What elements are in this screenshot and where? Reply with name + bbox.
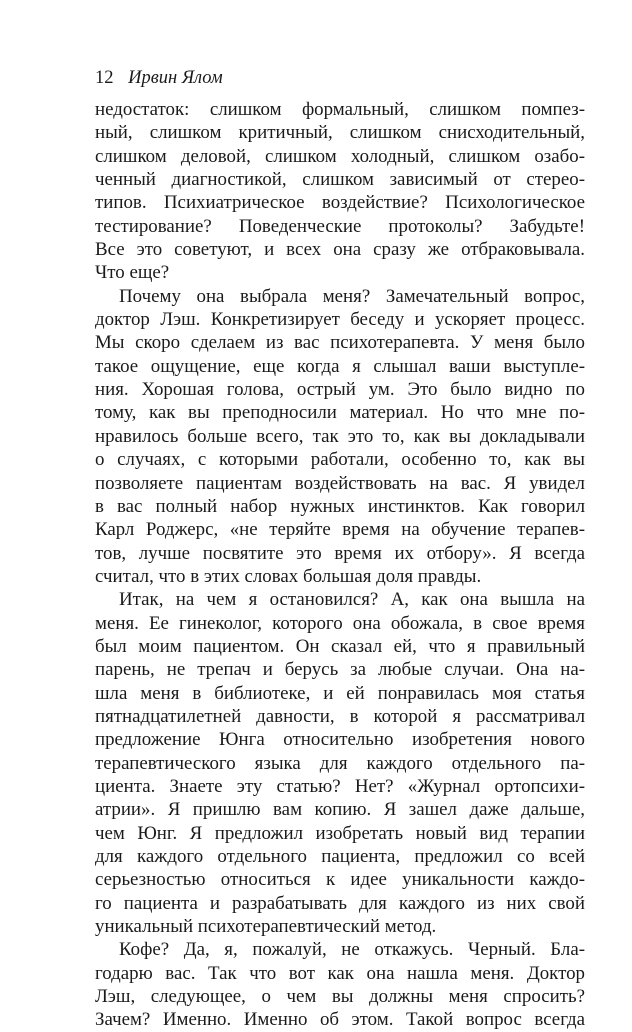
text-line: меня. Ее гинеколог, которого она обожала, в свое время	[95, 612, 585, 634]
text-line: парень, не трепач и берусь за любые случаи. Она на-	[95, 659, 585, 681]
running-head	[95, 66, 223, 90]
text-line: предложение Юнга относительно изобретения нового	[95, 729, 585, 751]
text-line: для каждого отдельного пациента, предложил со всей	[95, 846, 585, 867]
text-line: ния. Хорошая голова, острый ум. Это было видно по	[95, 379, 585, 401]
text-line: Что еще?	[95, 262, 170, 284]
text-line: го пациента и разрабатывать для каждого из них свой	[95, 892, 585, 914]
text-line: Почему она выбрала меня? Замечательный вопрос,	[119, 285, 585, 307]
text-line: пятнадцатилетней давности, в которой я рассматривал	[95, 705, 585, 727]
text-line: атрии». Я пришлю вам копию. Я зашел даже дальше,	[95, 799, 585, 821]
page-number: 12	[95, 68, 114, 88]
text-line: чем Юнг. Я предложил изобретать новый вид терапии	[95, 822, 585, 844]
text-line: тов, лучше посвятите это время их отбору». Я всегда	[95, 542, 585, 564]
text-line: шла меня в библиотеке, и ей понравилась моя статья	[95, 682, 585, 704]
paragraph	[95, 285, 585, 588]
text-line: слишком деловой, слишком холодный, слишком озабо-	[95, 145, 585, 167]
text-line: Лэш, следующее, о чем вы должны меня спросить?	[95, 986, 585, 1008]
paragraph	[95, 98, 585, 285]
text-line: Мы скоро сделаем из вас психотерапевта. У меня было	[95, 332, 585, 354]
text-line: серьезностью относиться к идее уникальности каждо-	[95, 869, 585, 891]
text-line: Итак, на чем я остановился? А, как она вышла на	[119, 589, 585, 611]
text-line: в вас полный набор нужных инстинктов. Как говорил	[95, 495, 585, 517]
text-line: терапевтического языка для каждого отдельного па-	[95, 752, 585, 774]
text-line: циента. Знаете эту статью? Нет? «Журнал ортопсихи-	[95, 775, 585, 797]
text-line: недостаток: слишком формальный, слишком помпез-	[95, 99, 585, 120]
text-line: тому, как вы преподносили материал. Но что мне по-	[95, 402, 585, 424]
text-line: позволяете пациентам воздействовать на вас. Я увидел	[95, 472, 585, 494]
text-line: был моим пациентом. Он сказал ей, что я правильный	[95, 635, 585, 657]
body-text	[95, 98, 585, 1032]
text-line: такое ощущение, еще когда я слышал ваши выступле-	[95, 355, 585, 377]
text-line: нравилось больше всего, так это то, как вы докладывали	[95, 425, 585, 447]
text-line: годарю вас. Так что вот как она нашла меня. Доктор	[95, 962, 585, 984]
running-head-author: Ирвин Ялом	[128, 68, 223, 88]
text-line: ный, слишком критичный, слишком снисходительный,	[95, 122, 585, 144]
text-line: считал, что в этих словах большая доля правды.	[95, 565, 482, 587]
text-line: Кофе? Да, я, пожалуй, не откажусь. Черный. Бла-	[119, 939, 585, 961]
text-line: Карл Роджерс, «не теряйте время на обучение терапев-	[95, 519, 585, 541]
text-line: доктор Лэш. Конкретизирует беседу и ускоряет процесс.	[95, 309, 585, 331]
text-line: уникальный психотерапевтический метод.	[95, 916, 437, 938]
text-line: типов. Психиатрическое воздействие? Психологическое	[95, 192, 585, 214]
paragraph	[95, 588, 585, 938]
text-line: Зачем? Именно. Именно об этом. Такой вопрос всегда	[95, 1009, 585, 1031]
text-line: Все это советуют, и всех она сразу же отбраковывала.	[95, 239, 585, 261]
paragraph	[95, 938, 585, 1031]
text-line: о случаях, с которыми работали, особенно то, как вы	[95, 449, 585, 471]
text-line: ченный диагностикой, слишком зависимый от стерео-	[95, 169, 585, 191]
text-line: тестирование? Поведенческие протоколы? Забудьте!	[95, 215, 585, 237]
